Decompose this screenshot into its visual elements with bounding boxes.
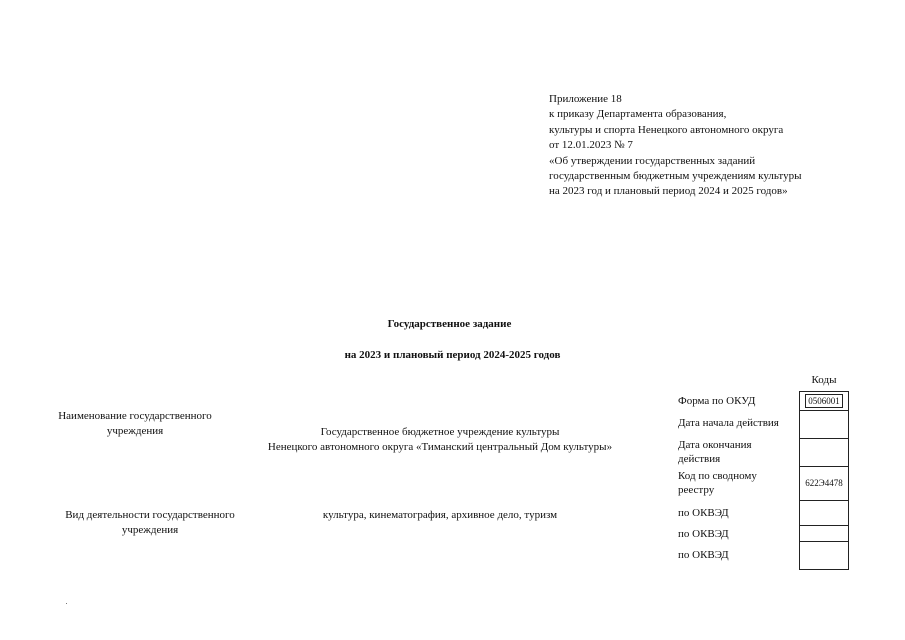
appendix-line-4: от 12.01.2023 № 7	[549, 139, 633, 152]
registry-code-cell: 622Э4478	[800, 466, 849, 500]
document-title: Государственное задание	[387, 318, 512, 330]
institution-name-line-2: Ненецкого автономного округа «Тиманский центральный Дом культуры»	[267, 441, 613, 453]
institution-label-line-2: учреждения	[106, 425, 164, 437]
appendix-line-3: культуры и спорта Ненецкого автономного округа	[549, 123, 784, 136]
end-date-cell	[800, 438, 849, 466]
registry-label-line-2: реестру	[678, 484, 715, 496]
appendix-line-5: «Об утверждении государственных заданий	[549, 154, 756, 167]
institution-label-line-1: Наименование государственного	[58, 410, 212, 422]
start-date-label: Дата начала действия	[678, 417, 779, 429]
end-date-label-line-2: действия	[678, 453, 721, 465]
scan-speck	[66, 603, 67, 604]
end-date-label	[678, 438, 752, 466]
okud-label: Форма по ОКУД	[678, 395, 756, 407]
start-date-cell	[800, 410, 849, 438]
okved-label-1: по ОКВЭД	[678, 507, 729, 519]
institution-label	[50, 409, 220, 439]
okved-cell-3	[800, 541, 849, 569]
appendix-line-7: на 2023 год и плановый период 2024 и 2025 годов»	[549, 185, 788, 198]
institution-name-line-1: Государственное бюджетное учреждение культуры	[320, 426, 560, 438]
registry-label-line-1: Код по сводному	[678, 470, 757, 482]
activity-label-line-1: Вид деятельности государственного	[65, 509, 235, 521]
okved-cell-1	[800, 500, 849, 525]
activity-label-line-2: учреждения	[121, 524, 179, 536]
okud-code-cell	[800, 391, 849, 410]
okud-code: 0506001	[805, 394, 843, 408]
okved-label-3: по ОКВЭД	[678, 549, 729, 561]
end-date-label-line-1: Дата окончания	[678, 439, 752, 451]
appendix-line-2: к приказу Департамента образования,	[549, 108, 727, 121]
appendix-line-6: государственным бюджетным учреждениям культуры	[549, 170, 802, 183]
appendix-line-1: Приложение 18	[549, 93, 622, 105]
okved-label-2: по ОКВЭД	[678, 528, 729, 540]
document-period: на 2023 и плановый период 2024-2025 годов	[344, 349, 561, 361]
appendix-block	[549, 92, 801, 200]
okved-cell-2	[800, 525, 849, 541]
codes-table	[799, 370, 849, 570]
activity-label	[50, 508, 250, 538]
codes-header: Коды	[800, 370, 849, 391]
activity-value: культура, кинематография, архивное дело, туризм	[322, 509, 558, 521]
institution-name	[240, 425, 640, 455]
registry-label	[678, 469, 757, 497]
